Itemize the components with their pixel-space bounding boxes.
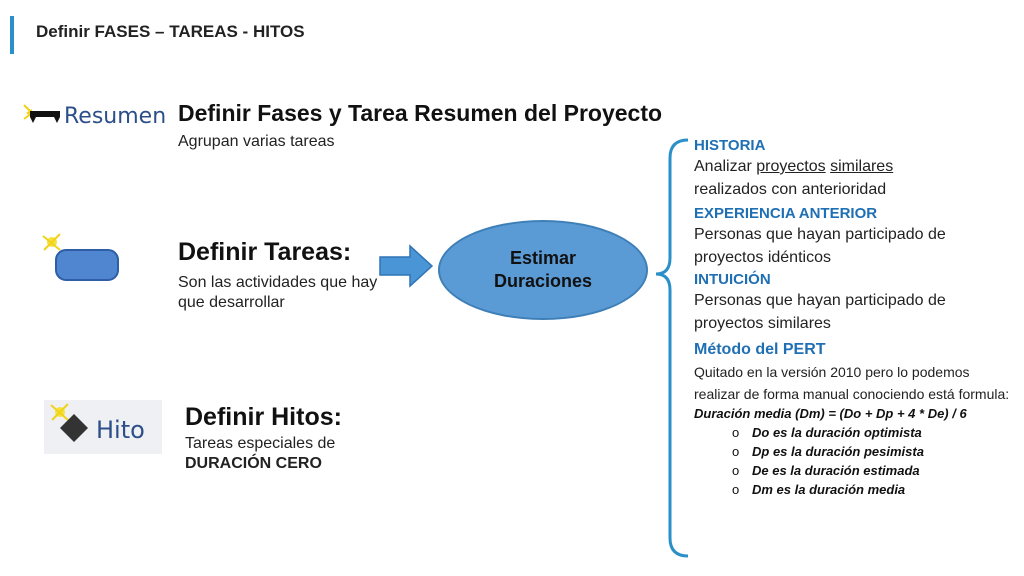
node-line-2: Duraciones: [493, 271, 593, 291]
bullet-marker: o: [732, 482, 740, 497]
bullet-marker: o: [732, 463, 740, 478]
historia-header: HISTORIA: [694, 137, 766, 154]
historia-link-similares: similares: [830, 158, 894, 175]
accent-bar: [10, 16, 14, 54]
historia-text-1: Analizar: [694, 158, 757, 175]
tareas-title: Definir Tareas:: [178, 238, 352, 266]
intuicion-text: Personas que hayan participado de proyectos similares: [694, 292, 946, 332]
list-item: [732, 442, 1019, 461]
summary-task-icon: [22, 95, 168, 131]
historia-link-proyectos: proyectos: [756, 158, 826, 175]
bullet-text: Dp es la duración pesimista: [752, 444, 924, 459]
node-line-1: Estimar: [509, 248, 577, 268]
hitos-subtitle-text: Tareas especiales de: [185, 435, 336, 452]
pert-formula: Duración media (Dm) = (Do + Dp + 4 * De) / 6: [694, 406, 967, 421]
svg-text:Resumen: Resumen: [64, 104, 167, 129]
experiencia-text: Personas que hayan participado de proyectos idénticos: [694, 226, 946, 266]
pert-bullet-list: [694, 423, 1019, 499]
historia-text-3: realizados con anterioridad: [694, 181, 887, 198]
list-item: [732, 480, 1019, 499]
hitos-title: Definir Hitos:: [185, 403, 342, 431]
list-item: [732, 423, 1019, 442]
pert-header: Método del PERT: [694, 341, 826, 358]
bullet-text: Dm es la duración media: [752, 482, 906, 497]
left-brace: [652, 138, 692, 558]
fases-title: Definir Fases y Tarea Resumen del Proyecto: [178, 100, 663, 126]
pert-text: Quitado en la versión 2010 pero lo podemos realizar de forma manual conociendo está formula:: [694, 364, 1010, 402]
hitos-subtitle: [185, 434, 385, 474]
milestone-icon: [44, 400, 162, 454]
tareas-subtitle: Son las actividades que hay que desarrollar: [178, 274, 378, 311]
hitos-subtitle-caps: DURACIÓN CERO: [185, 455, 322, 472]
bullet-marker: o: [732, 425, 740, 440]
bullet-text: De es la duración estimada: [752, 463, 920, 478]
estimate-durations-node: [438, 220, 648, 320]
fases-subtitle: Agrupan varias tareas: [178, 133, 335, 150]
historia-text: [694, 155, 1019, 201]
intuicion-header: INTUICIÓN: [694, 271, 771, 288]
bullet-text: Do es la duración optimista: [752, 425, 922, 440]
svg-text:Hito: Hito: [96, 416, 145, 444]
experiencia-header: EXPERIENCIA ANTERIOR: [694, 205, 878, 222]
list-item: [732, 461, 1019, 480]
arrow-right-icon: [378, 244, 434, 288]
task-icon: [40, 232, 122, 288]
bullet-marker: o: [732, 444, 740, 459]
page-title: Definir FASES – TAREAS - HITOS: [36, 22, 305, 41]
estimation-methods: [694, 136, 1019, 499]
